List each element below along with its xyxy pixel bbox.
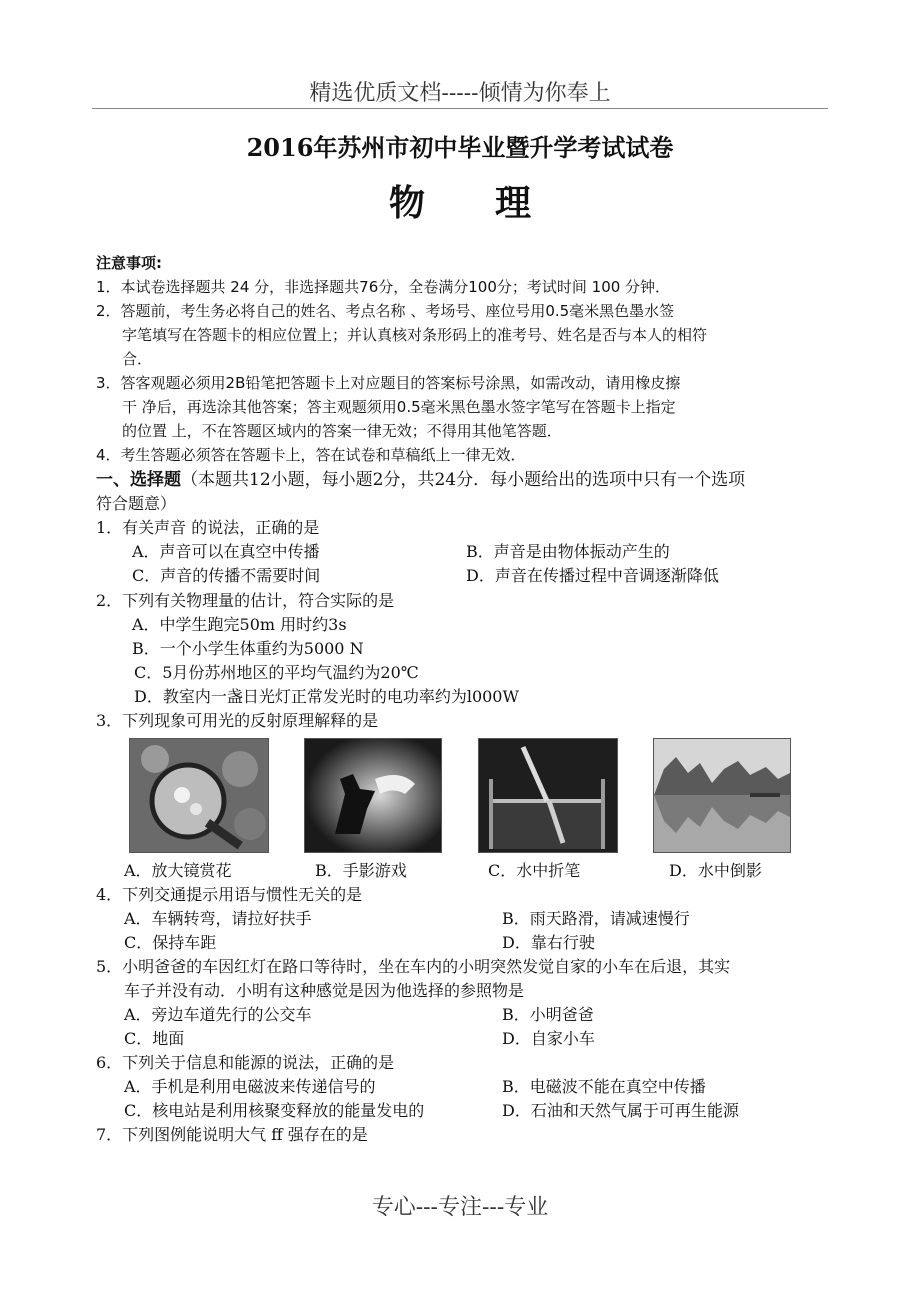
- notice-heading: 注意事项:: [96, 254, 162, 272]
- notice-item-1: 1．本试卷选择题共 24 分，非选择题共76分，全卷满分100分；考试时间 100 分钟．: [96, 278, 671, 296]
- q2-stem: 2．下列有关物理量的估计，符合实际的是: [96, 591, 395, 610]
- q3-option-c: C．水中折笔: [488, 861, 581, 880]
- section-title: [96, 468, 745, 492]
- section-label: 一、选择题: [96, 470, 181, 490]
- exam-title: 2016年苏州市初中毕业暨升学考试试卷: [246, 133, 674, 162]
- q5-stem: 5．小明爸爸的车因红灯在路口等待时，坐在车内的小明突然发觉自家的小车在后退，其实: [96, 957, 731, 976]
- q2-option-a: A．中学生跑完50m 用时约3s: [132, 615, 347, 634]
- q1-option-a: A．声音可以在真空中传播: [132, 542, 320, 561]
- section-desc: （本题共12小题，每小题2分，共24分．每小题给出的选项中只有一个选项: [181, 470, 746, 490]
- q6-option-c: C．核电站是利用核聚变释放的能量发电的: [124, 1101, 425, 1120]
- q3-option-b: B．手影游戏: [315, 861, 407, 880]
- q7-stem: 7．下列图例能说明大气 ff 强存在的是: [96, 1125, 368, 1144]
- water-reflection-photo: [653, 738, 791, 853]
- q5-option-d: D．自家小车: [502, 1029, 595, 1048]
- q4-option-a: A．车辆转弯，请拉好扶手: [124, 909, 312, 928]
- q6-option-a: A．手机是利用电磁波来传递信号的: [124, 1077, 376, 1096]
- q4-option-b: B．雨天路滑，请减速慢行: [502, 909, 690, 928]
- notice-item-4: 4．考生答题必须答在答题卡上，答在试卷和草稿纸上一律无效．: [96, 446, 526, 464]
- pencil-in-water-photo: [478, 738, 618, 853]
- notice-item-2-cont: 字笔填写在答题卡的相应位置上；并认真核对条形码上的准考号、姓名是否与本人的相符: [122, 326, 708, 344]
- header-rule: [92, 108, 828, 109]
- notice-item-3-end: 的位置 上，不在答题区域内的答案一律无效；不得用其他笔答题．: [122, 422, 562, 440]
- page-footer: 专心---专注---专业: [371, 1195, 549, 1220]
- q1-stem: 1．有关声音 的说法，正确的是: [96, 518, 320, 537]
- q5-option-a: A．旁边车道先行的公交车: [124, 1005, 312, 1024]
- q1-option-c: C．声音的传播不需要时间: [132, 566, 321, 585]
- q4-stem: 4．下列交通提示用语与惯性无关的是: [96, 885, 363, 904]
- q2-option-c: C．5月份苏州地区的平均气温约为20℃: [134, 663, 419, 682]
- q3-option-a: A．放大镜赏花: [124, 861, 232, 880]
- q6-option-d: D．石油和天然气属于可再生能源: [502, 1101, 739, 1120]
- q1-option-b: B．声音是由物体振动产生的: [466, 542, 670, 561]
- q4-option-c: C．保持车距: [124, 933, 217, 952]
- subject-title: 物理: [388, 182, 601, 224]
- section-desc-cont: 符合题意）: [96, 494, 177, 513]
- q6-stem: 6．下列关于信息和能源的说法，正确的是: [96, 1053, 395, 1072]
- q5-stem-cont: 车子并没有动．小明有这种感觉是因为他选择的参照物是: [124, 981, 525, 1000]
- notice-item-3-cont: 干 净后，再选涂其他答案；答主观题须用0.5毫米黑色墨水签字笔写在答题卡上指定: [122, 398, 676, 416]
- q2-option-d: D．教室内一盏日光灯正常发光时的电功率约为l000W: [134, 687, 519, 706]
- q5-option-b: B．小明爸爸: [502, 1005, 594, 1024]
- notice-item-2-end: 合．: [122, 350, 153, 368]
- q6-option-b: B．电磁波不能在真空中传播: [502, 1077, 706, 1096]
- hand-shadow-photo: [304, 738, 442, 853]
- magnifier-flower-photo: [129, 738, 269, 853]
- q3-option-d: D．水中倒影: [669, 861, 762, 880]
- notice-item-2: 2．答题前，考生务必将自己的姓名、考点名称 、考场号、座位号用0.5毫米黑色墨水签: [96, 302, 675, 320]
- q3-stem: 3．下列现象可用光的反射原理解释的是: [96, 711, 379, 730]
- q1-option-d: D．声音在传播过程中音调逐渐降低: [466, 566, 719, 585]
- notice-item-3: 3．答客观题必须用2B铅笔把答题卡上对应题目的答案标号涂黑，如需改动，请用橡皮擦: [96, 374, 681, 392]
- q5-option-c: C．地面: [124, 1029, 185, 1048]
- q4-option-d: D．靠右行驶: [502, 933, 595, 952]
- q2-option-b: B．一个小学生体重约为5000 N: [132, 639, 364, 658]
- page-header: 精选优质文档-----倾情为你奉上: [309, 81, 611, 106]
